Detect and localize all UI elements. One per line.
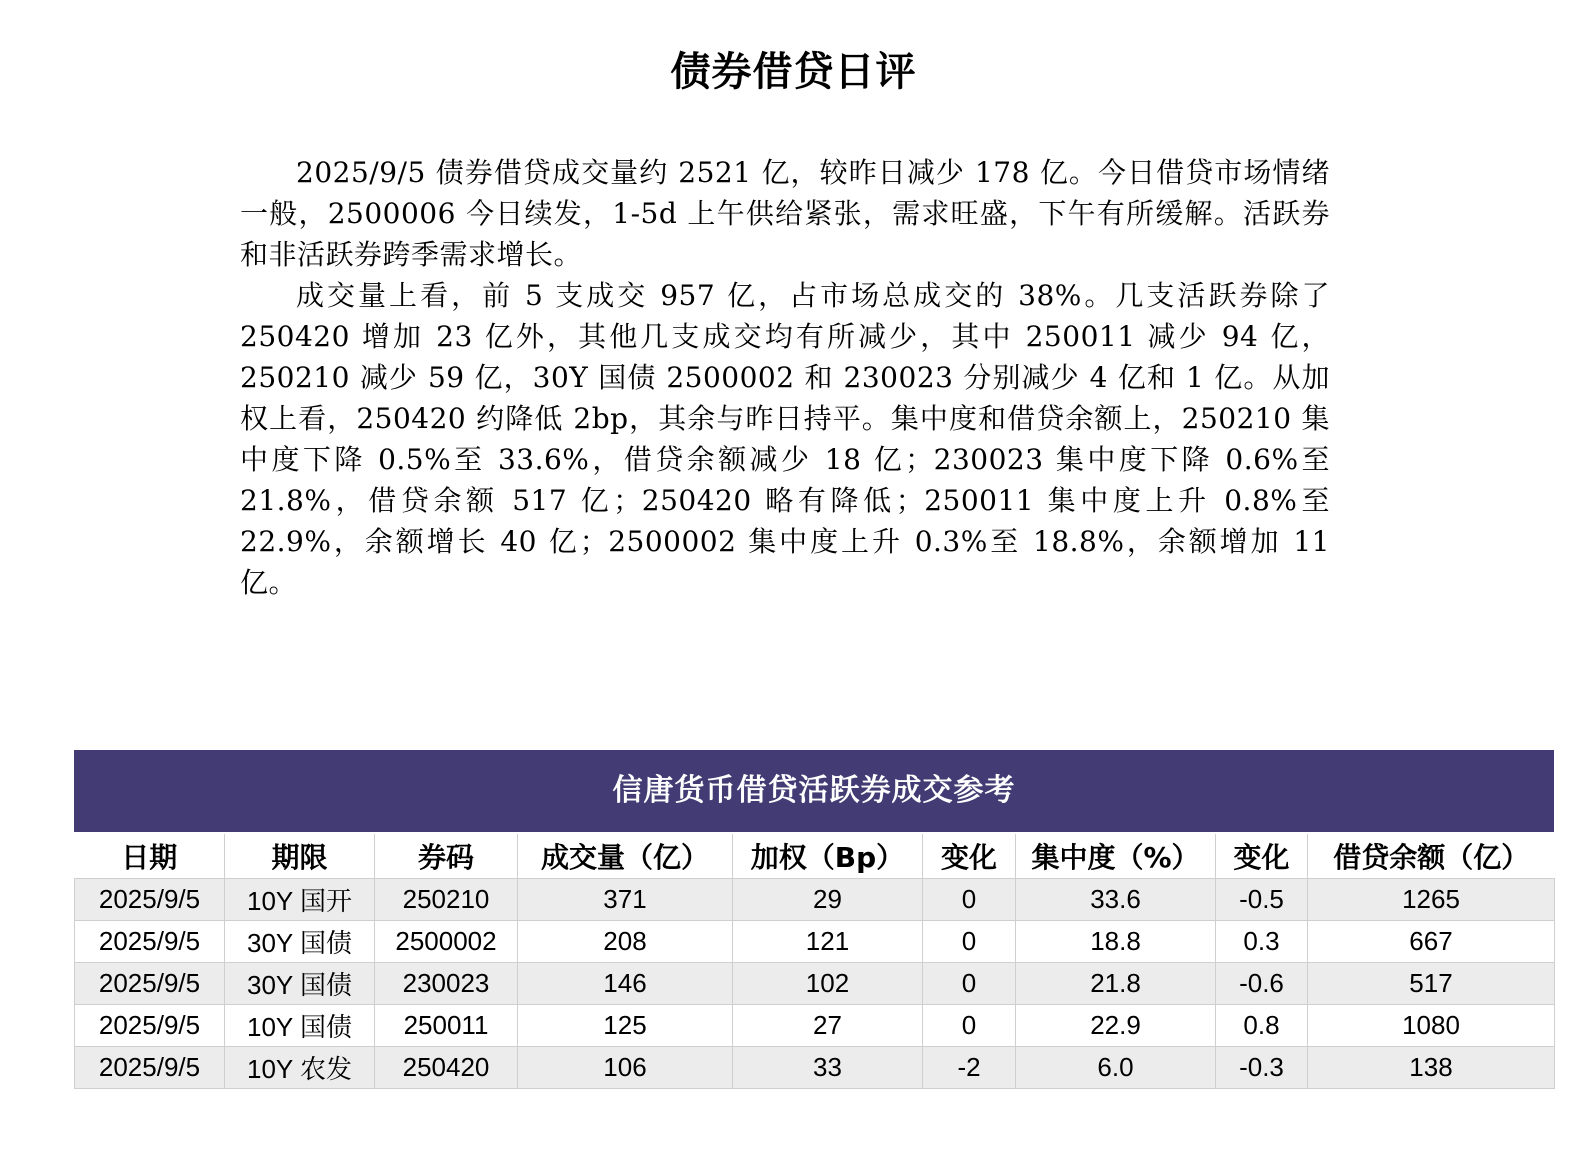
commentary-paragraph-2: 成交量上看，前 5 支成交 957 亿，占市场总成交的 38%。几支活跃券除了 250420 增加 23 亿外，其他几支成交均有所减少，其中 250011 减少 94 亿，250210 减少 59 亿，30Y 国债 2500002 和 230023 分别减少 4 亿和 1 亿。从加权上看，250420 约降低 2bp，其余与昨日持平。集中度和借贷余额上，250210 集中度下降 0.5%至 33.6%，借贷余额减少 18 亿；230023 集中度下降 0.6%至 21.8%，借贷余额 517 亿；250420 略有降低；250011 集中度上升 0.8%至 22.9%，余额增长 40 亿；2500002 集中度上升 0.3%至 18.8%，余额增加 11 亿。 [240,279,1330,599]
trade-table [74,832,1555,1089]
cell-tenor: 10Y 农发 [225,1047,375,1089]
table-row [75,963,1555,1005]
cell-date: 2025/9/5 [75,879,225,921]
cell-code: 250210 [375,879,518,921]
cell-rate-change: 0 [923,963,1016,1005]
cell-date: 2025/9/5 [75,921,225,963]
commentary-paragraph-1: 2025/9/5 债券借贷成交量约 2521 亿，较昨日减少 178 亿。今日借贷市场情绪一般，2500006 今日续发，1-5d 上午供给紧张，需求旺盛，下午有所缓解。活跃券和非活跃券跨季需求增长。 [240,156,1330,271]
table-header-row [75,833,1555,879]
table-banner: 信唐货币借贷活跃券成交参考 [74,750,1554,832]
cell-concentration: 33.6 [1016,879,1216,921]
cell-volume: 125 [518,1005,733,1047]
table-row [75,1005,1555,1047]
cell-volume: 371 [518,879,733,921]
header-date: 日期 [75,833,225,879]
cell-weighted-rate: 102 [733,963,923,1005]
cell-concentration-change: -0.6 [1216,963,1308,1005]
cell-concentration-change: 0.8 [1216,1005,1308,1047]
cell-weighted-rate: 29 [733,879,923,921]
cell-date: 2025/9/5 [75,1047,225,1089]
header-balance: 借贷余额（亿） [1308,833,1555,879]
cell-rate-change: 0 [923,1005,1016,1047]
cell-date: 2025/9/5 [75,1005,225,1047]
cell-balance: 1265 [1308,879,1555,921]
cell-code: 2500002 [375,921,518,963]
cell-concentration-change: -0.3 [1216,1047,1308,1089]
cell-concentration: 6.0 [1016,1047,1216,1089]
cell-weighted-rate: 27 [733,1005,923,1047]
cell-volume: 146 [518,963,733,1005]
header-code: 券码 [375,833,518,879]
cell-rate-change: -2 [923,1047,1016,1089]
cell-balance: 138 [1308,1047,1555,1089]
cell-concentration: 21.8 [1016,963,1216,1005]
cell-tenor: 30Y 国债 [225,963,375,1005]
header-concentration-change: 变化 [1216,833,1308,879]
cell-concentration: 18.8 [1016,921,1216,963]
cell-code: 250420 [375,1047,518,1089]
commentary-body [240,152,1330,603]
cell-concentration: 22.9 [1016,1005,1216,1047]
cell-code: 230023 [375,963,518,1005]
cell-tenor: 30Y 国债 [225,921,375,963]
header-tenor: 期限 [225,833,375,879]
table-row [75,879,1555,921]
cell-weighted-rate: 121 [733,921,923,963]
header-rate-change: 变化 [923,833,1016,879]
active-bond-reference-table [74,750,1554,1089]
cell-balance: 1080 [1308,1005,1555,1047]
cell-concentration-change: 0.3 [1216,921,1308,963]
cell-weighted-rate: 33 [733,1047,923,1089]
header-weighted-rate: 加权（Bp） [733,833,923,879]
cell-rate-change: 0 [923,921,1016,963]
cell-tenor: 10Y 国开 [225,879,375,921]
cell-balance: 517 [1308,963,1555,1005]
cell-volume: 208 [518,921,733,963]
header-concentration: 集中度（%） [1016,833,1216,879]
cell-balance: 667 [1308,921,1555,963]
cell-concentration-change: -0.5 [1216,879,1308,921]
cell-volume: 106 [518,1047,733,1089]
header-volume: 成交量（亿） [518,833,733,879]
cell-rate-change: 0 [923,879,1016,921]
page-title: 债券借贷日评 [670,49,917,95]
cell-tenor: 10Y 国债 [225,1005,375,1047]
table-row [75,921,1555,963]
table-row [75,1047,1555,1089]
cell-date: 2025/9/5 [75,963,225,1005]
cell-code: 250011 [375,1005,518,1047]
